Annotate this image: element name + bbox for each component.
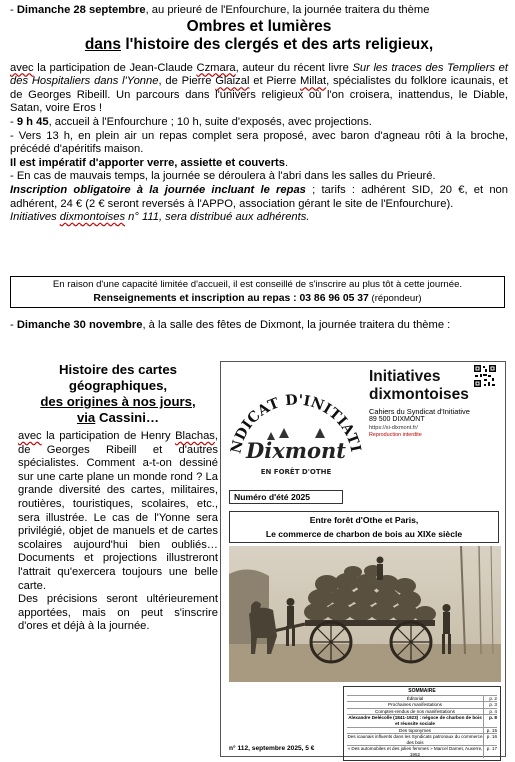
notice-line2 bbox=[11, 292, 504, 306]
notice-phone: Renseignements et inscription au repas : 03 86 96 05 37 bbox=[93, 293, 369, 304]
syndicat-logo bbox=[227, 366, 363, 482]
event2-more-info: Des précisions seront ultérieurement apportées, mais on peut s'inscrire d'ores et déjà à la journée. bbox=[18, 593, 218, 633]
event1-meal: - Vers 13 h, en plein air un repas complet sera proposé, avec baron d'agneau rôti à la broche, précédé d'apéritifs maison. bbox=[10, 129, 508, 156]
headline-l2: Le commerce de charbon de bois au XIXe siècle bbox=[265, 529, 463, 539]
event2-date: Dimanche 30 novembre bbox=[16, 319, 143, 331]
event1-warning bbox=[10, 157, 508, 171]
event1-date: Dimanche 28 septembre bbox=[16, 4, 146, 16]
event1-millat: Millat bbox=[299, 75, 327, 88]
magazine-issue-footer: n° 112, septembre 2025, 5 € bbox=[229, 745, 315, 752]
notice-line1: En raison d'une capacité limitée d'accueil, il est conseillé de s'inscrire au plus tôt à cette journée. bbox=[52, 279, 463, 290]
summary-row bbox=[347, 745, 497, 757]
event1-avec: avec bbox=[10, 61, 34, 74]
summary-page: p. 2 bbox=[483, 696, 497, 702]
summary-row bbox=[347, 708, 497, 715]
summary-box bbox=[343, 686, 501, 761]
event1-warning-end: . bbox=[285, 156, 289, 169]
event1-czmara: Czmara bbox=[196, 61, 236, 74]
event1-dash: - bbox=[10, 4, 17, 16]
event2-dash: - bbox=[10, 319, 17, 331]
event2-description bbox=[18, 430, 218, 593]
event1-schedule-rest: , accueil à l'Enfourchure ; 10 h, suite d'exposés, avec projections. bbox=[48, 115, 372, 128]
event1-p1-a: la participation de Jean-Claude bbox=[33, 61, 197, 74]
magazine-cover bbox=[220, 361, 506, 757]
summary-label: Comptes-rendus de nos manifestations bbox=[375, 708, 455, 714]
magazine-sub1: Cahiers du Syndicat d'Initiative bbox=[369, 407, 470, 416]
event1-dist-b: n° 111, sera distribué aux adhérents. bbox=[125, 211, 310, 224]
event1-registration-bold: Inscription obligatoire à la journée incluant le repas bbox=[10, 183, 306, 196]
summary-title: SOMMAIRE bbox=[408, 688, 436, 694]
summary-row bbox=[347, 727, 497, 734]
event2-column bbox=[18, 362, 218, 634]
event2-text-a: la participation de Henry bbox=[41, 430, 176, 442]
summary-page: p. 3 bbox=[483, 702, 497, 708]
logo-sub: EN FORÊT D'OTHE bbox=[260, 468, 332, 476]
notice-suffix: (répondeur) bbox=[368, 293, 422, 304]
event2-text-b: , de Georges Ribeill et d'autres spécialistes. Comment a-t-on dessiné sur une carte plane un monde rond ? La grande diversité des cartes, militaires, routières, touristiques, scolaires, etc., sera illustrée. Le cas de l'Yonne sera privilégié, objet de manuels et de cartes scolaires aujourd'hui bien oubliés… Documents et projections illustreront l'attrait qu'exercera toujours une belle carte. bbox=[18, 430, 218, 592]
issue-label: Numéro d'été 2025 bbox=[229, 490, 343, 504]
event2-title-l2: géographiques, bbox=[68, 378, 168, 393]
summary-label: « Des automobiles et des jolies femmes » Marcel Darnet, Auxerre, 1952 bbox=[347, 746, 483, 757]
qr-code-icon bbox=[473, 364, 497, 388]
event1-time: 9 h 45 bbox=[16, 115, 49, 128]
magazine-headline bbox=[229, 511, 499, 543]
event1-p1-e: , spécialistes du folklore icaunais, et de Georges Ribeill. Un parcours dans l'univers religieux où l'on croisera, inattendus, le Diable, Satan, voire Eros ! bbox=[10, 75, 508, 115]
summary-page: p. 16 bbox=[483, 734, 497, 745]
event1-dist-a: Initiatives bbox=[10, 211, 60, 224]
event1-registration-rest: ; tarifs : adhérent SID, 20 €, et non adhérent, 24 € (2 € seront reversés à l'APPO, association gérant le site de l'Enfourchure). bbox=[10, 183, 508, 210]
event1-title-line2 bbox=[10, 36, 508, 54]
event1-paragraph-participants bbox=[10, 62, 508, 116]
event2-title-l3: des origines à nos jours, bbox=[40, 394, 196, 409]
event1-weather: - En cas de mauvais temps, la journée se déroulera à l'abri dans les salles du Prieuré. bbox=[10, 170, 436, 183]
magazine-title-l2: dixmontoises bbox=[369, 386, 469, 403]
event2-cassini: Cassini… bbox=[95, 410, 160, 425]
event2-title-l1: Histoire des cartes bbox=[58, 362, 177, 377]
summary-page: p. 8 bbox=[483, 715, 497, 726]
event1-intro bbox=[10, 4, 508, 18]
headline-l1: Entre forêt d'Othe et Paris, bbox=[309, 515, 419, 525]
event-september bbox=[10, 4, 508, 225]
event1-intro-rest: , au prieuré de l'Enfourchure, la journée traitera du thème bbox=[145, 4, 430, 16]
logo-name: Dixmont bbox=[246, 438, 346, 463]
event1-p1-d: et Pierre bbox=[249, 75, 300, 88]
event1-dixmontoises: dixmontoises bbox=[59, 211, 126, 224]
event1-glaizal: Glaizal bbox=[215, 75, 250, 88]
summary-row bbox=[347, 714, 497, 726]
magazine-title-l1: Initiatives bbox=[369, 368, 441, 385]
summary-page: p. 17 bbox=[483, 746, 497, 757]
event2-blachas: Blachas bbox=[175, 430, 215, 442]
summary-row bbox=[347, 695, 497, 702]
event2-title bbox=[18, 362, 218, 426]
summary-label: Éditorial bbox=[406, 695, 424, 701]
summary-label: Des toponymes bbox=[399, 727, 431, 733]
event1-warning-text: Il est impératif d'apporter verre, assiette et couverts bbox=[10, 156, 285, 169]
event2-intro-rest: , à la salle des fêtes de Dixmont, la journée traitera du thème : bbox=[142, 319, 451, 331]
summary-label: Prochaines manifestations bbox=[388, 702, 442, 708]
summary-row bbox=[347, 701, 497, 708]
event-november-intro bbox=[10, 319, 508, 333]
event1-schedule: - 9 h 45, accueil à l'Enfourchure ; 10 h, suite d'exposés, avec projections. bbox=[10, 115, 372, 128]
magazine-sub2: 89 500 DIXMONT bbox=[369, 416, 425, 423]
magazine-url: https://si-dixmont.fr/ bbox=[369, 424, 418, 431]
registration-notice-box bbox=[10, 276, 505, 308]
event1-p1-b: , auteur du récent livre bbox=[235, 61, 353, 74]
event1-registration bbox=[10, 184, 508, 211]
event1-distribution bbox=[10, 211, 508, 225]
event1-title-dans: dans bbox=[84, 35, 122, 53]
logo-arc-text: NDICAT D'INITIATI bbox=[228, 392, 363, 456]
summary-label: Des icaunais influents dans les Syndicats patronaux du commerce des bois bbox=[347, 734, 483, 745]
summary-label: Alexandre Delécolle (1841-1923) : négoce de charbon de bois et réussite sociale bbox=[348, 715, 482, 726]
event2-avec: avec bbox=[18, 430, 42, 442]
event2-title-l4 bbox=[18, 410, 218, 426]
event1-title-comma: , bbox=[428, 35, 434, 53]
summary-page: p. 4 bbox=[483, 709, 497, 715]
event1-title-rest: l'histoire des clergés et des arts religieux bbox=[121, 35, 429, 53]
event1-p1-c: , de Pierre bbox=[158, 75, 216, 88]
summary-row bbox=[347, 733, 497, 745]
event2-via: via bbox=[76, 410, 96, 425]
magazine-repro: Reproduction interdite bbox=[369, 431, 422, 438]
summary-page: p. 15 bbox=[483, 728, 497, 734]
event1-title-line1: Ombres et lumières bbox=[186, 17, 332, 35]
event1-book-title: Sur les traces des Templiers et des Hospitaliers dans l'Yonne bbox=[10, 61, 508, 88]
